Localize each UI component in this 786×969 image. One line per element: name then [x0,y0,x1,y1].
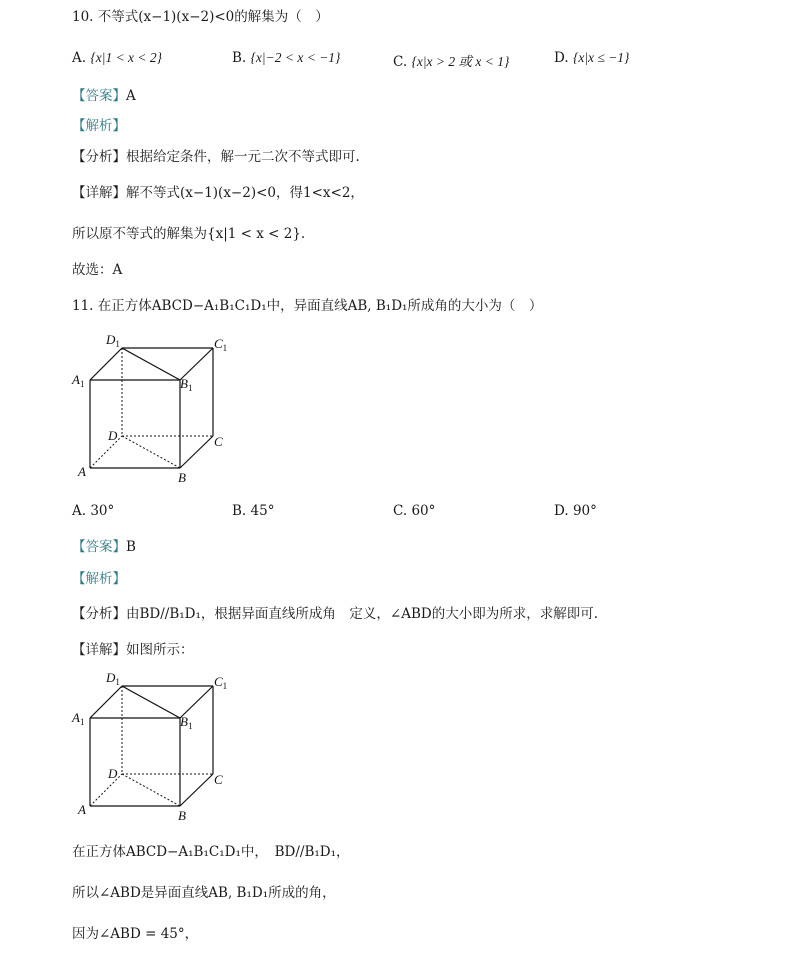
q10-option-b [232,50,340,66]
option-key: A. [72,50,87,66]
label-c: C [214,434,223,449]
option-text: 30° [90,503,115,519]
label-b1: $B_1$ [180,714,193,731]
label-d: D [108,428,118,443]
label-c: C [214,772,223,787]
q10-detail [72,184,364,202]
label-a1: $A_1$ [72,372,85,389]
option-key: D. [554,50,569,66]
label-c1: $C_1$ [214,674,228,691]
q10-option-c [393,50,509,70]
q11-fenxi [72,605,598,623]
q11-line3: 因为∠ABD = 45°， [72,926,199,942]
label-a1: $A_1$ [72,710,85,727]
fenxi-text: 根据给定条件，解一元二次不等式即可. [126,149,360,165]
option-key: C. [393,503,408,519]
label-a: A [78,464,86,479]
option-key: B. [232,50,247,66]
option-key: D. [554,503,569,519]
option-key: C. [393,54,408,70]
q11-detail [72,641,194,659]
answer-value: B [126,539,136,555]
q11-option-d [554,503,597,519]
q10-analysis-tag: 【解析】 [72,118,126,134]
label-d: D [108,766,118,781]
q10-option-d [554,50,629,66]
q11-answer [72,538,136,556]
detail-text: 解不等式(x−1)(x−2)<0，得1<x<2， [126,185,364,201]
label-b: B [178,808,186,823]
fenxi-text: 由BD//B₁D₁，根据异面直线所成角 定义，∠ABD的大小即为所求，求解即可. [126,606,599,622]
q11-option-c [393,503,435,519]
q10-conclusion: 所以原不等式的解集为{x|1 < x < 2}. [72,226,306,242]
q10-fenxi [72,148,360,166]
label-c1: $C_1$ [214,336,228,353]
option-text: 45° [250,503,275,519]
option-text: 90° [572,503,597,519]
q10-option-a [72,50,162,66]
option-text: {x|1 < x < 2} [90,50,163,65]
detail-tag: 【详解】 [72,642,126,658]
q10-answer [72,87,136,105]
label-a: A [78,802,86,817]
q10-stem: 10. 不等式(x−1)(x−2)<0的解集为（ ） [72,9,329,25]
fenxi-tag: 【分析】 [72,606,126,622]
fenxi-tag: 【分析】 [72,149,126,165]
q10-choice: 故选：A [72,262,123,278]
cube-figure-2 [70,668,230,828]
answer-tag: 【答案】 [72,88,126,104]
option-key: B. [232,503,247,519]
cube-figure-1 [70,330,230,490]
option-text: {x|x ≤ −1} [572,50,630,65]
q11-stem: 11. 在正方体ABCD−A₁B₁C₁D₁中，异面直线AB, B₁D₁所成角的大小为（ ） [72,298,543,314]
option-key: A. [72,503,87,519]
label-d1: $D_1$ [106,332,120,349]
label-b1: $B_1$ [180,376,193,393]
option-text: {x|x > 2 或 x < 1} [411,54,510,69]
label-d1: $D_1$ [106,670,120,687]
detail-tag: 【详解】 [72,185,126,201]
answer-value: A [126,88,136,104]
q11-line1: 在正方体ABCD−A₁B₁C₁D₁中， BD//B₁D₁， [72,844,350,860]
detail-text: 如图所示： [126,642,194,658]
label-b: B [178,470,186,485]
q11-option-b [232,503,274,519]
option-text: {x|−2 < x < −1} [250,50,341,65]
option-text: 60° [411,503,436,519]
q11-line2: 所以∠ABD是异面直线AB, B₁D₁所成的角， [72,885,336,901]
answer-tag: 【答案】 [72,539,126,555]
q11-analysis-tag: 【解析】 [72,571,126,587]
q11-option-a [72,503,114,519]
